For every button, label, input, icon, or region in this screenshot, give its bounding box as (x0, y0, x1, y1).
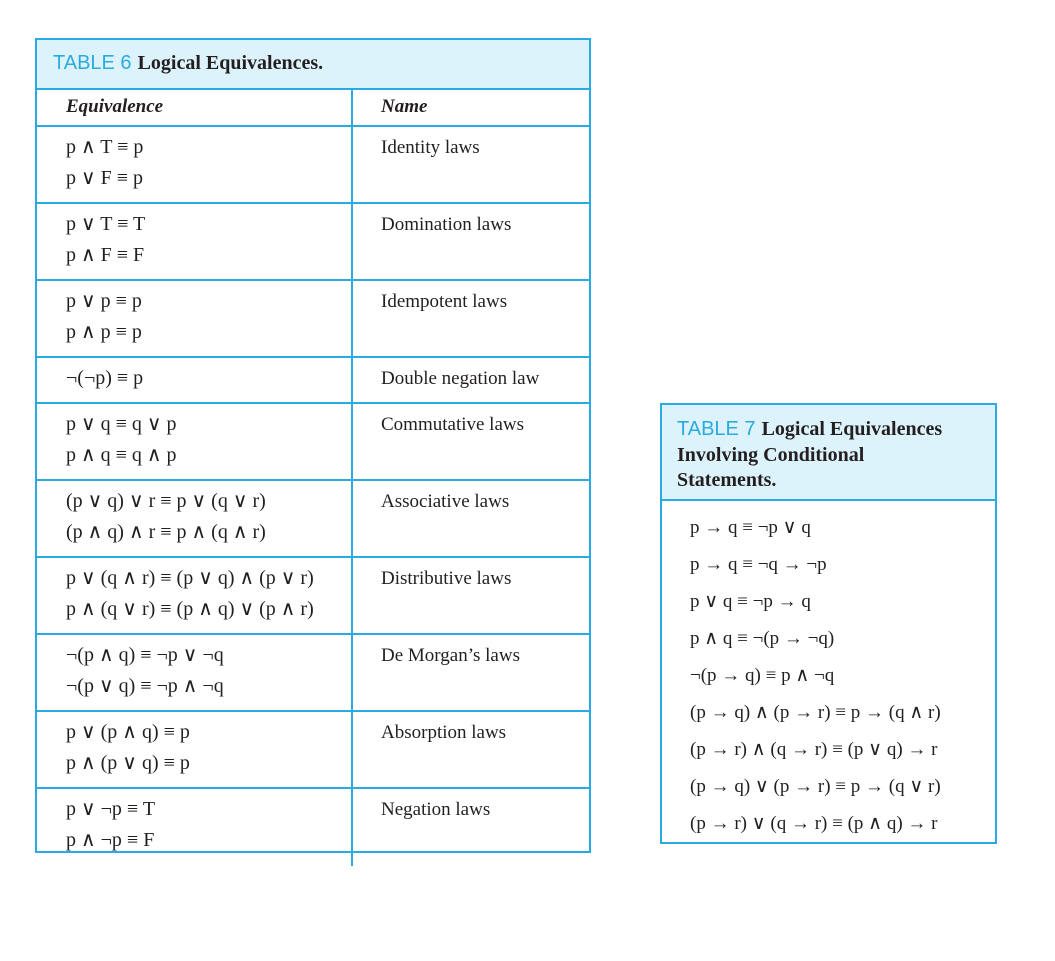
table-6-header-row (37, 90, 589, 127)
equivalence-cell (37, 712, 353, 787)
equivalence-formula: p ∨ F ≡ p (66, 167, 144, 189)
table-row (37, 789, 589, 866)
list-item: p ∨ q ≡ ¬p → q (690, 591, 811, 612)
equivalence-formula: p ∧ T ≡ p (66, 136, 144, 158)
equivalence-cell (37, 558, 353, 633)
table-7-list (662, 501, 995, 842)
equivalence-formula: ¬(p ∨ q) ≡ ¬p ∧ ¬q (66, 675, 224, 697)
equivalence-formula: p ∧ ¬p ≡ F (66, 829, 155, 851)
header-equivalence: Equivalence (37, 90, 353, 125)
law-name: Commutative laws (381, 414, 525, 435)
equivalence-cell (37, 404, 353, 479)
equivalence-formula: p ∧ (p ∨ q) ≡ p (66, 752, 190, 774)
table-row (37, 481, 589, 558)
equivalence-cell (37, 481, 353, 556)
table-row (37, 712, 589, 789)
equivalence-formula: p ∨ (q ∧ r) ≡ (p ∨ q) ∧ (p ∨ r) (66, 567, 314, 589)
equivalence-formula: p ∨ q ≡ q ∨ p (66, 413, 177, 435)
equivalence-cell (37, 204, 353, 279)
table-row (37, 404, 589, 481)
equivalence-formula: p ∨ (p ∧ q) ≡ p (66, 721, 190, 743)
header-name: Name (381, 96, 428, 117)
equivalence-formula: p ∨ p ≡ p (66, 290, 142, 312)
law-name: Identity laws (381, 137, 480, 158)
equivalence-formula: p ∧ F ≡ F (66, 244, 145, 266)
equivalence-cell (37, 358, 353, 402)
equivalence-formula: (p ∧ q) ∧ r ≡ p ∧ (q ∧ r) (66, 521, 266, 543)
table-row (37, 558, 589, 635)
equivalence-formula: ¬(p ∧ q) ≡ ¬p ∨ ¬q (66, 644, 224, 666)
list-item: p ∧ q ≡ ¬(p → ¬q) (690, 628, 835, 649)
table-7-title-line: Statements. (677, 469, 777, 491)
table-row (37, 127, 589, 204)
list-item: (p → q) ∧ (p → r) ≡ p → (q ∧ r) (690, 702, 941, 723)
table-row (37, 281, 589, 358)
table-7-label: TABLE 7 (677, 418, 756, 440)
equivalence-formula: p ∨ T ≡ T (66, 213, 146, 235)
table-7-title-line: Logical Equivalences (761, 418, 943, 440)
list-item: p → q ≡ ¬q → ¬p (690, 554, 827, 575)
law-name: Domination laws (381, 214, 512, 235)
law-name: De Morgan’s laws (381, 645, 520, 666)
table-6-title-bar (37, 40, 589, 90)
equivalence-formula: ¬(¬p) ≡ p (66, 367, 144, 389)
law-name: Absorption laws (381, 722, 507, 743)
law-name: Double negation law (381, 368, 540, 389)
law-name: Associative laws (381, 491, 510, 512)
law-name: Distributive laws (381, 568, 512, 589)
equivalence-formula: p ∧ p ≡ p (66, 321, 142, 343)
table-7-title-bar (662, 405, 995, 501)
list-item: (p → r) ∨ (q → r) ≡ (p ∧ q) → r (690, 813, 938, 834)
equivalence-cell (37, 789, 353, 866)
list-item: (p → r) ∧ (q → r) ≡ (p ∨ q) → r (690, 739, 938, 760)
list-item: p → q ≡ ¬p ∨ q (690, 517, 811, 538)
list-item: ¬(p → q) ≡ p ∧ ¬q (690, 665, 835, 686)
table-6-logical-equivalences (35, 38, 591, 853)
list-item: (p → q) ∨ (p → r) ≡ p → (q ∨ r) (690, 776, 941, 797)
table-row (37, 204, 589, 281)
equivalence-formula: p ∨ ¬p ≡ T (66, 798, 156, 820)
table-7-conditional-equivalences (660, 403, 997, 844)
equivalence-formula: p ∧ (q ∨ r) ≡ (p ∧ q) ∨ (p ∧ r) (66, 598, 314, 620)
equivalence-cell (37, 281, 353, 356)
table-6-title: Logical Equivalences. (137, 52, 324, 74)
table-7-title-line: Involving Conditional (677, 444, 865, 466)
table-row (37, 635, 589, 712)
equivalence-formula: p ∧ q ≡ q ∧ p (66, 444, 177, 466)
table-row (37, 358, 589, 404)
law-name: Idempotent laws (381, 291, 508, 312)
equivalence-formula: (p ∨ q) ∨ r ≡ p ∨ (q ∨ r) (66, 490, 266, 512)
equivalence-cell (37, 635, 353, 710)
table-6-label: TABLE 6 (53, 52, 132, 74)
law-name: Negation laws (381, 799, 491, 820)
equivalence-cell (37, 127, 353, 202)
